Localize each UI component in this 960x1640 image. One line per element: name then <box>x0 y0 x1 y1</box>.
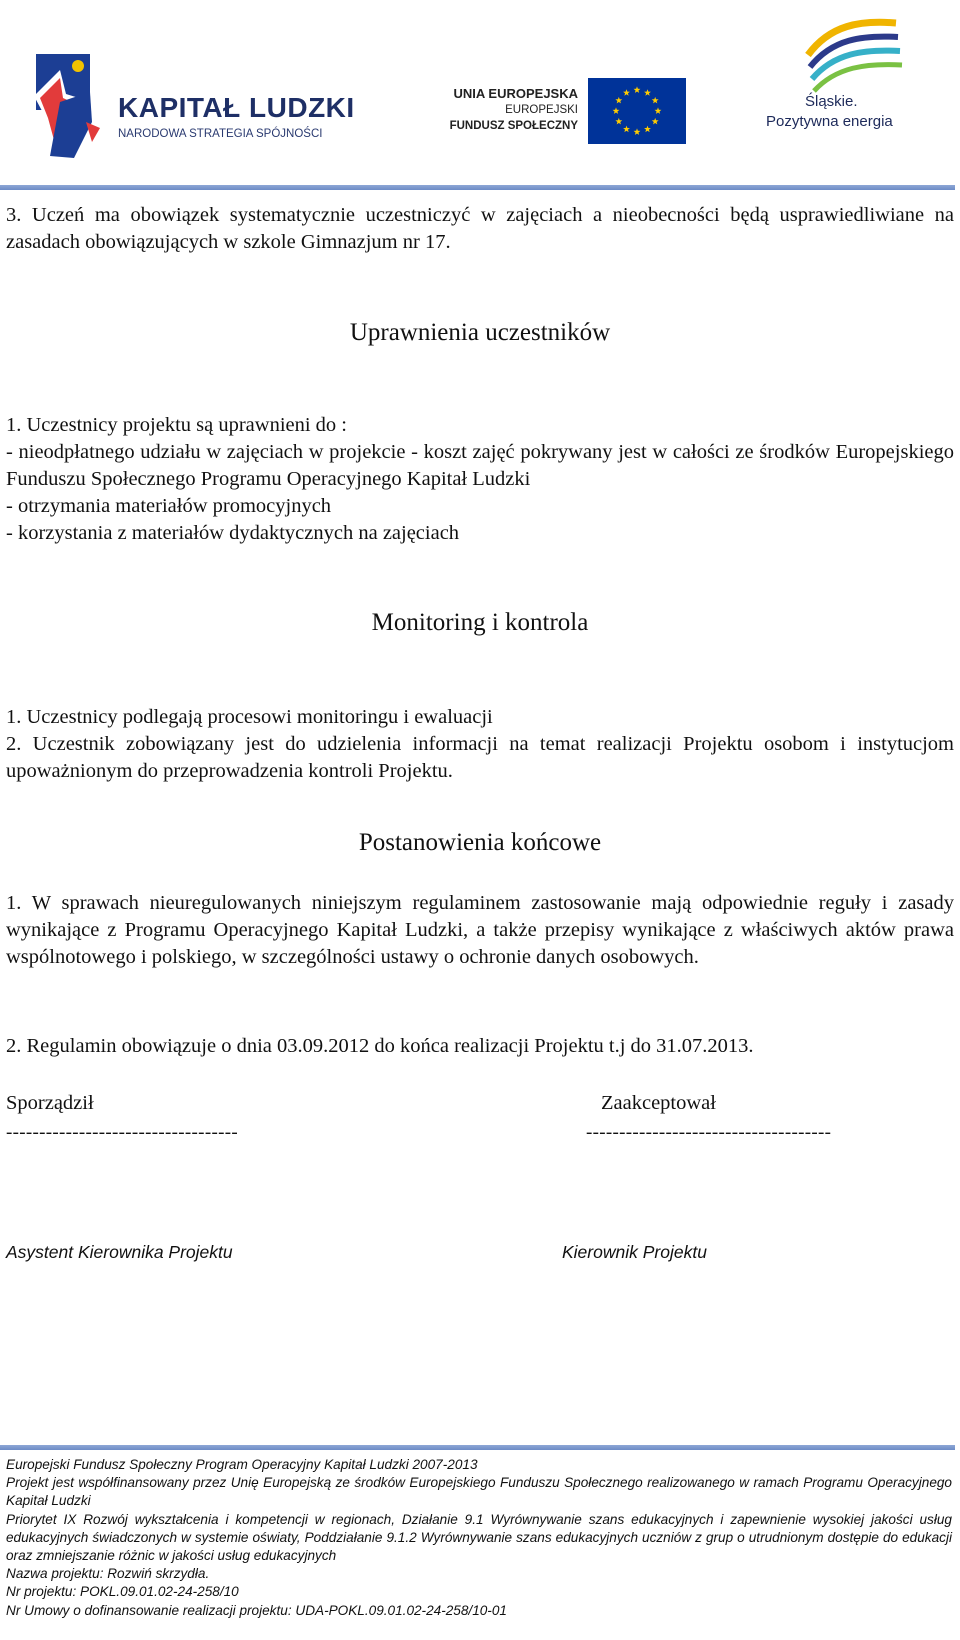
rights-list <box>6 412 954 547</box>
heading-monitoring: Monitoring i kontrola <box>371 609 589 636</box>
eu-logo-line1: UNIA EUROPEJSKA <box>453 86 578 101</box>
heading-postanowienia: Postanowienia końcowe <box>358 829 602 856</box>
monitoring-item-1: 1. Uczestnicy podlegają procesowi monitoringu i ewaluacji <box>6 706 493 728</box>
document-footer <box>6 1456 952 1620</box>
signature-left-line: ----------------------------------- <box>6 1122 238 1143</box>
kapital-ludzki-emblem-icon <box>30 52 115 162</box>
slaskie-name: Śląskie. <box>805 93 858 110</box>
slaskie-logo <box>760 15 940 145</box>
rights-bullet-1: - nieodpłatnego udziału w zajęciach w projekcie - koszt zajęć pokrywany jest w całości ze środków Europejskiego Funduszu Społecznego Programu Operacyjnego Kapitał Ludzki <box>6 441 954 490</box>
kapital-ludzki-title: KAPITAŁ LUDZKI <box>118 92 355 123</box>
signature-right-label: Zaakceptował <box>601 1092 716 1114</box>
rights-bullet-2: - otrzymania materiałów promocyjnych <box>6 495 332 517</box>
signature-right-line: ------------------------------------- <box>586 1122 832 1143</box>
footer-line-4: Nazwa projektu: Rozwiń skrzydła. <box>6 1566 210 1582</box>
footer-line-6: Nr Umowy o dofinansowanie realizacji projektu: UDA-POKL.09.01.02-24-258/10-01 <box>6 1602 507 1618</box>
kapital-ludzki-subtitle: NARODOWA STRATEGIA SPÓJNOŚCI <box>118 128 323 140</box>
monitoring-list <box>6 704 954 785</box>
slaskie-tagline: Pozytywna energia <box>766 113 893 130</box>
document-header <box>0 0 960 190</box>
header-rule <box>0 185 955 190</box>
footer-line-5: Nr projektu: POKL.09.01.02-24-258/10 <box>6 1584 239 1600</box>
signature-left-role: Asystent Kierownika Projektu <box>6 1242 233 1262</box>
final-item-2: 2. Regulamin obowiązuje o dnia 03.09.2012 do końca realizacji Projektu t.j do 31.07.2013. <box>6 1035 754 1057</box>
rights-bullet-3: - korzystania z materiałów dydaktycznych na zajęciach <box>6 522 460 544</box>
eu-logo-line3: FUNDUSZ SPOŁECZNY <box>449 120 578 132</box>
footer-line-1: Europejski Fundusz Społeczny Program Operacyjny Kapitał Ludzki 2007-2013 <box>6 1457 478 1472</box>
footer-line-2: Projekt jest współfinansowany przez Unię Europejską ze środków Europejskiego Funduszu Społecznego realizowanego w ramach Programu Operacyjnego Kapitał Ludzki <box>6 1475 952 1509</box>
paragraph-3: 3. Uczeń ma obowiązek systematycznie uczestniczyć w zajęciach a nieobecności będą usprawiedliwiane na zasadach obowiązujących w szkole Gimnazjum nr 17. <box>6 204 954 253</box>
heading-uprawnienia: Uprawnienia uczestników <box>349 319 611 346</box>
slaskie-waves-icon <box>800 15 910 95</box>
monitoring-item-2: 2. Uczestnik zobowiązany jest do udzielenia informacji na temat realizacji Projektu osobom i instytucjom upoważnionym do przeprowadzenia kontroli Projektu. <box>6 733 954 782</box>
rights-item-1: 1. Uczestnicy projektu są uprawnieni do : <box>6 414 348 436</box>
final-item-1: 1. W sprawach nieuregulowanych niniejszym regulaminem zastosowanie mają odpowiednie reguły i zasady wynikające z Programu Operacyjnego Kapitał Ludzki, a także przepisy wynikające z właściwych aktów prawa wspólnotowego i polskiego, w szczególności ustawy o ochronie danych osobowych. <box>6 892 954 968</box>
eu-logo-text <box>450 86 578 134</box>
eu-flag-icon <box>588 78 686 144</box>
footer-line-3: Priorytet IX Rozwój wykształcenia i kompetencji w regionach, Działanie 9.1 Wyrównywanie szans edukacyjnych i zapewnienie wysokiej jakości usług edukacyjnych świadczonych w systemie oświaty, Poddziałanie 9.1.2 Wyrównywanie szans edukacyjnych uczniów z grup o utrudnionym dostępie do edukacji oraz zmniejszanie różnic w jakości usług edukacyjnych <box>6 1511 952 1564</box>
footer-rule <box>0 1445 955 1450</box>
signature-left-label: Sporządził <box>6 1092 94 1114</box>
eu-logo-line2: EUROPEJSKI <box>505 104 578 116</box>
eu-logo <box>440 74 690 144</box>
signature-right-role: Kierownik Projektu <box>562 1242 707 1262</box>
kapital-ludzki-logo <box>30 52 370 172</box>
